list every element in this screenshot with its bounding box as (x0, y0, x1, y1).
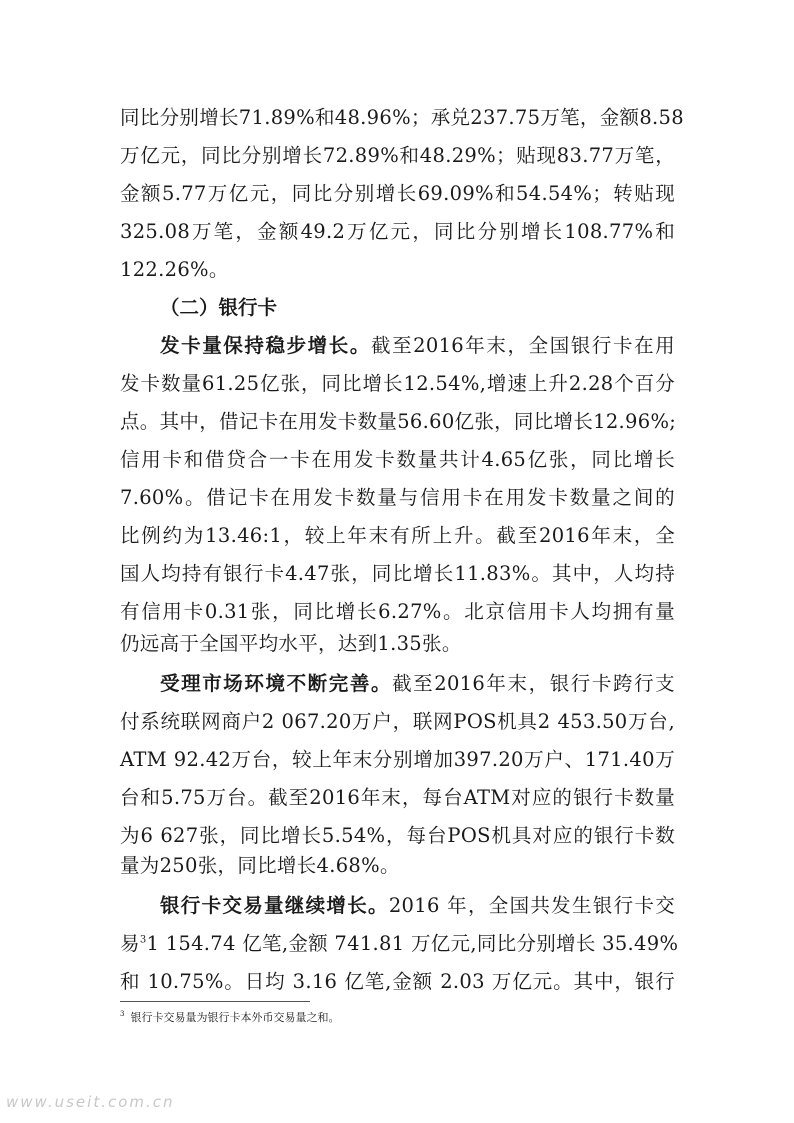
footnote-divider (120, 1001, 310, 1002)
body-line: 122.26%。 (120, 258, 229, 281)
body-text: 1 154.74 亿笔,金额 741.81 万亿元,同比分别增长 35.49% (146, 932, 679, 955)
body-line: 点。其中，借记卡在用发卡数量56.60亿张，同比增长12.96%; (120, 410, 677, 433)
body-line: 同比分别增长71.89%和48.96%；承兑237.75万笔，金额8.58 (120, 106, 684, 129)
body-line: 比例约为13.46:1，较上年末有所上升。截至2016年末，全 (120, 524, 675, 547)
body-line: 量为250张，同比增长4.68%。 (120, 854, 400, 877)
body-line: 台和5.75万台。截至2016年末，每台ATM对应的银行卡数量 (120, 786, 675, 809)
body-line: 万亿元，同比分别增长72.89%和48.29%；贴现83.77万笔， (120, 144, 675, 167)
body-line: 和 10.75%。日均 3.16 亿笔,金额 2.03 万亿元。其中，银行 (120, 970, 675, 993)
footnote-ref[interactable]: 3 (139, 934, 147, 946)
body-line: 为6 627张，同比增长5.54%，每台POS机具对应的银行卡数 (120, 824, 675, 847)
body-line: ATM 92.42万台，较上年末分别增加397.20万户、171.40万 (120, 748, 675, 771)
paragraph-text: 截至2016年末，银行卡跨行支 (392, 672, 675, 695)
footnote-text: 银行卡交易量为银行卡本外币交易量之和。 (130, 1011, 340, 1024)
body-line: 7.60%。借记卡在用发卡数量与信用卡在用发卡数量之间的 (120, 486, 675, 509)
paragraph-first-line (160, 889, 675, 923)
body-line: 金额5.77万亿元，同比分别增长69.09%和54.54%；转贴现 (120, 182, 675, 205)
watermark: www.useit.com.cn (6, 1093, 175, 1111)
body-line: 信用卡和借贷合一卡在用发卡数量共计4.65亿张，同比增长 (120, 448, 675, 471)
body-line: 有信用卡0.31张，同比增长6.27%。北京信用卡人均拥有量 (120, 600, 675, 623)
body-line: 发卡数量61.25亿张，同比增长12.54%,增速上升2.28个百分 (120, 372, 675, 395)
body-line: 付系统联网商户2 067.20万户，联网POS机具2 453.50万台, (120, 710, 675, 733)
paragraph-lead: 发卡量保持稳步增长。 (160, 334, 371, 357)
body-line (120, 927, 679, 961)
paragraph-text: 截至2016年末，全国银行卡在用 (370, 334, 675, 357)
paragraph-lead: 受理市场环境不断完善。 (160, 672, 393, 695)
paragraph-first-line (160, 329, 675, 363)
body-line: 325.08万笔，金额49.2万亿元，同比分别增长108.77%和 (120, 220, 675, 243)
section-heading: （二）银行卡 (160, 296, 278, 319)
footnote-marker: 3 (120, 1010, 125, 1019)
body-line: 仍远高于全国平均水平，达到1.35张。 (120, 632, 462, 655)
body-text: 易 (120, 932, 140, 955)
paragraph-text: 2016 年，全国共发生银行卡交 (388, 894, 675, 917)
paragraph-first-line (160, 667, 675, 701)
paragraph-lead: 银行卡交易量继续增长。 (160, 894, 389, 917)
body-line: 国人均持有银行卡4.47张，同比增长11.83%。其中，人均持 (120, 562, 675, 585)
footnote (120, 1010, 339, 1026)
